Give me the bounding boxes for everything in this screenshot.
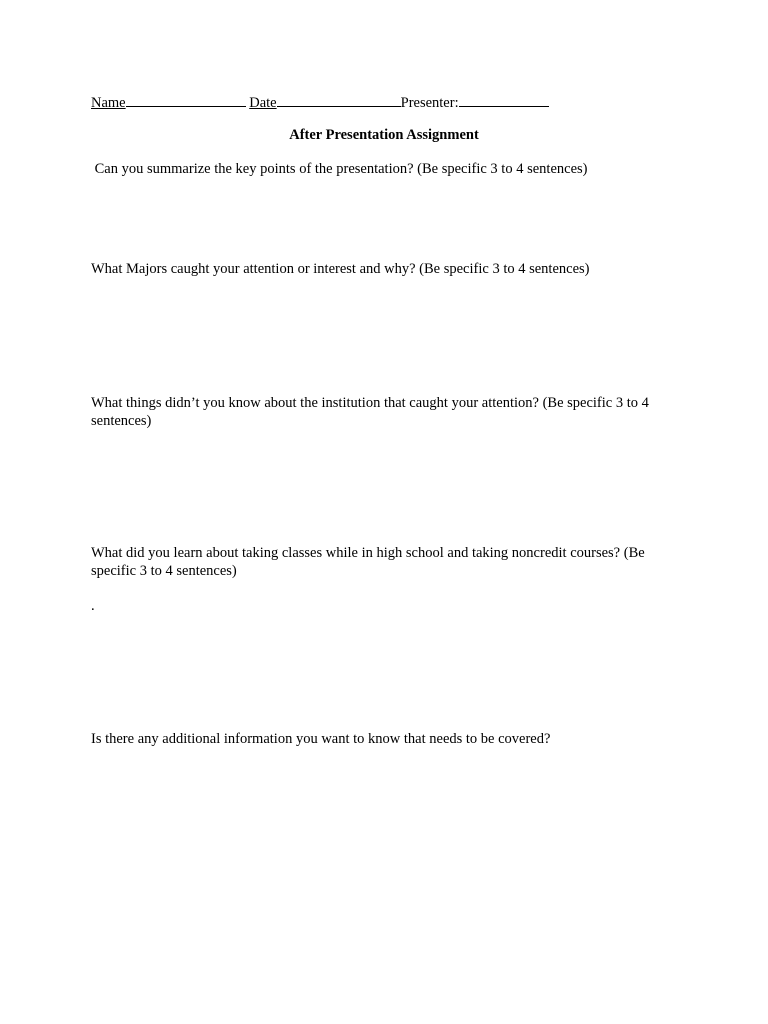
question-1: Can you summarize the key points of the presentation? (Be specific 3 to 4 sentences)	[91, 161, 588, 177]
date-blank	[277, 93, 401, 107]
name-blank	[126, 93, 246, 107]
question-2: What Majors caught your attention or interest and why? (Be specific 3 to 4 sentences)	[91, 261, 590, 277]
question-3: What things didn’t you know about the institution that caught your attention? (Be specific 3 to 4 sentences)	[91, 395, 649, 429]
question-4: What did you learn about taking classes while in high school and taking noncredit courses? (Be specific 3 to 4 sentences)	[91, 545, 645, 579]
date-label: Date	[249, 95, 277, 111]
presenter-label: Presenter:	[400, 95, 459, 111]
presenter-blank	[459, 93, 549, 107]
header-fields	[91, 93, 549, 112]
period-mark: .	[91, 598, 95, 614]
question-5: Is there any additional information you want to know that needs to be covered?	[91, 731, 551, 747]
name-label: Name	[91, 95, 126, 111]
page-title: After Presentation Assignment	[289, 127, 479, 143]
